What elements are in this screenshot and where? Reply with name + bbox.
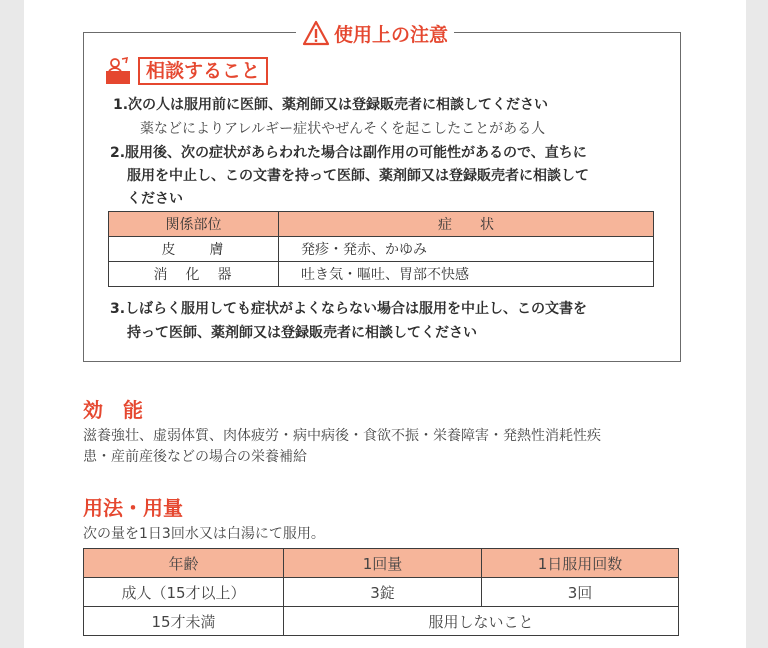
item-1: 1.次の人は服用前に医師、薬剤師又は登録販売者に相談してください <box>113 97 549 113</box>
table-row <box>109 262 654 287</box>
dosage-intro: 次の量を1日3回水又は白湯にて服用。 <box>83 526 325 542</box>
item-3-line-1: 3.しばらく服用しても症状がよくならない場合は服用を中止し、この文書を <box>110 301 588 317</box>
header-dose: 1回量 <box>284 549 482 578</box>
efficacy-line-2: 患・産前産後などの場合の栄養補給 <box>83 449 307 465</box>
table-row <box>84 607 679 636</box>
age-cell: 成人（15才以上） <box>84 578 284 607</box>
item-3-line-2: 持って医師、薬剤師又は登録販売者に相談してください <box>127 325 477 341</box>
header-symptom: 症 状 <box>279 212 654 237</box>
consult-person-icon <box>104 55 132 85</box>
caution-title: 使用上の注意 <box>334 23 449 46</box>
header-part: 関係部位 <box>109 212 279 237</box>
part-cell: 皮 膚 <box>109 237 279 262</box>
symptom-cell: 吐き気・嘔吐、胃部不快感 <box>279 262 654 287</box>
dosage-table <box>83 548 679 636</box>
efficacy-title: 効 能 <box>83 398 143 422</box>
not-for-use-cell: 服用しないこと <box>284 607 679 636</box>
symptom-cell: 発疹・発赤、かゆみ <box>279 237 654 262</box>
part-cell: 消 化 器 <box>109 262 279 287</box>
header-age: 年齢 <box>84 549 284 578</box>
table-row <box>109 237 654 262</box>
times-cell: 3回 <box>482 578 679 607</box>
table-row <box>84 578 679 607</box>
dosage-table-header <box>84 549 679 578</box>
item-2-line-3: ください <box>127 191 183 207</box>
item-2-line-2: 服用を中止し、この文書を持って医師、薬剤師又は登録販売者に相談して <box>127 168 589 184</box>
efficacy-line-1: 滋養強壮、虚弱体質、肉体疲労・病中病後・食欲不振・栄養障害・発熱性消耗性疾 <box>83 428 601 444</box>
item-1-sub: 薬などによりアレルギー症状やぜんそくを起こしたことがある人 <box>140 121 546 137</box>
item-2-line-1: 2.服用後、次の症状があらわれた場合は副作用の可能性があるので、直ちに <box>110 145 587 161</box>
age-cell: 15才未満 <box>84 607 284 636</box>
caution-box <box>83 23 681 362</box>
dosage-title: 用法・用量 <box>83 496 183 520</box>
caution-heading <box>296 19 454 47</box>
symptom-table <box>108 211 654 287</box>
symptom-table-header <box>109 212 654 237</box>
consult-label: 相談すること <box>138 57 268 85</box>
leaflet-page <box>24 0 746 648</box>
dose-cell: 3錠 <box>284 578 482 607</box>
warning-triangle-icon <box>302 20 330 46</box>
consult-heading <box>104 55 268 85</box>
header-times: 1日服用回数 <box>482 549 679 578</box>
